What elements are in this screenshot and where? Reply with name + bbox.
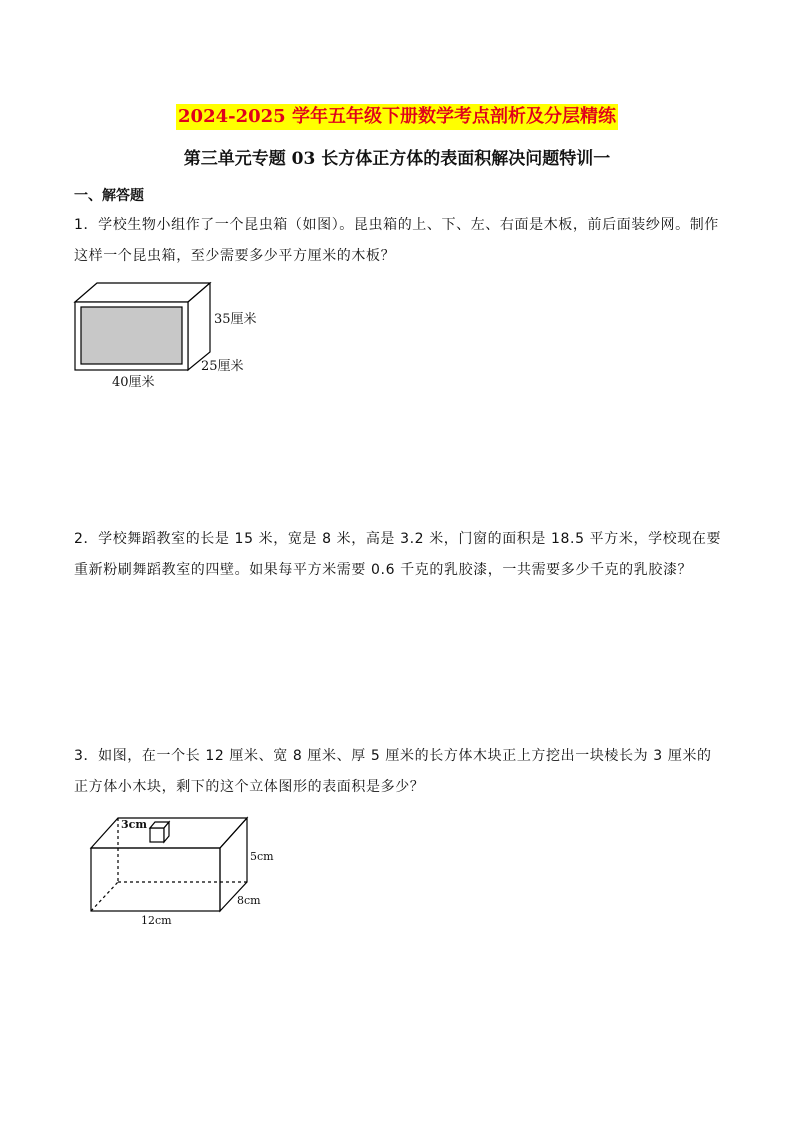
box-depth-label: 25厘米 (201, 359, 244, 374)
box-length-label: 40厘米 (112, 375, 155, 390)
insect-box-figure (70, 280, 270, 392)
cuboid-depth-label: 8cm (237, 894, 261, 907)
insect-box-drawing (75, 283, 210, 370)
cuboid-front-face (91, 848, 220, 911)
cube-size-label: 3cm (121, 818, 147, 831)
hidden-edge-diagonal (91, 882, 118, 911)
box-height-label: 35厘米 (214, 312, 257, 327)
small-cube-hole (150, 822, 169, 842)
cuboid-length-label: 12cm (141, 914, 172, 927)
cuboid-height-label: 5cm (250, 850, 274, 863)
question-3-text: 3．如图，在一个长 12 厘米、宽 8 厘米、厚 5 厘米的长方体木块正上方挖出一块棱长为 3 厘米的正方体小木块，剩下的这个立体图形的表面积是多少？ (74, 748, 712, 795)
question-2-text: 2．学校舞蹈教室的长是 15 米，宽是 8 米，高是 3.2 米，门窗的面积是 18.5 平方米，学校现在要重新粉刷舞蹈教室的四壁。如果每平方米需要 0.6 千克的乳胶漆，一共需要多少千克的乳胶漆？ (74, 531, 722, 578)
box-top-face (75, 283, 210, 302)
header-title-banner (0, 104, 794, 130)
box-mesh-panel (81, 307, 182, 364)
cuboid-figure (85, 810, 285, 930)
section-title: 一、解答题 (74, 188, 144, 204)
header-title: 2024-2025 学年五年级下册数学考点剖析及分层精练 (176, 104, 618, 130)
worksheet-subtitle: 第三单元专题 03 长方体正方体的表面积解决问题特训一 (183, 149, 611, 169)
question-1-text: 1．学校生物小组作了一个昆虫箱（如图）。昆虫箱的上、下、左、右面是木板，前后面装纱网。制作这样一个昆虫箱，至少需要多少平方厘米的木板？ (74, 217, 719, 264)
cuboid-drawing (91, 818, 247, 911)
